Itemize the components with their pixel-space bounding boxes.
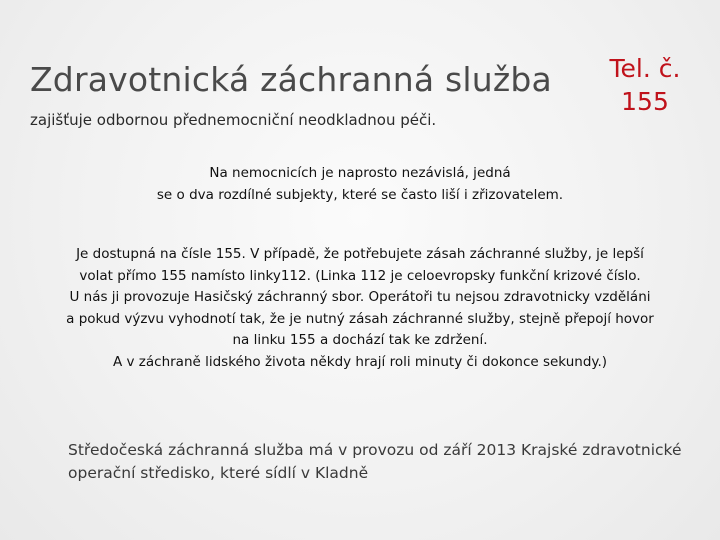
body-line: U nás ji provozuje Hasičský záchranný sbor. Operátoři tu nejsou zdravotnicky vzděláni xyxy=(69,289,651,305)
body-line: volat přímo 155 namísto linky112. (Linka 112 je celoevropsky funkční krizové číslo. xyxy=(79,267,641,284)
page-subtitle: zajišťuje odbornou přednemocniční neodkladnou péči. xyxy=(30,111,437,129)
intro-line: se o dva rozdílné subjekty, které se často liší i zřizovatelem. xyxy=(156,187,564,203)
intro-line: Na nemocnicích je naprosto nezávislá, jedná xyxy=(209,165,511,181)
phone-label: Tel. č. xyxy=(609,54,681,83)
footer-line: Středočeská záchranná služba má v provozu od září 2013 Krajské zdravotnické xyxy=(68,441,682,459)
body-line: A v záchraně lidského života někdy hrají roli minuty či dokonce sekundy.) xyxy=(112,353,608,370)
phone-number: 155 xyxy=(621,87,669,116)
page-title: Zdravotnická záchranná služba xyxy=(30,60,552,99)
body-line: Je dostupná na čísle 155. V případě, že potřebujete zásah záchranné služby, je lepší xyxy=(76,246,644,262)
body-line: a pokud výzvu vyhodnotí tak, že je nutný zásah záchranné služby, stejně přepojí hovor xyxy=(66,310,654,327)
body-line: na linku 155 a dochází tak ke zdržení. xyxy=(232,332,488,348)
body-paragraph xyxy=(40,244,680,373)
phone-number-callout xyxy=(590,52,700,118)
footer-note xyxy=(68,439,682,485)
intro-paragraph xyxy=(80,162,640,206)
footer-line: operační středisko, které sídlí v Kladně xyxy=(68,464,369,482)
